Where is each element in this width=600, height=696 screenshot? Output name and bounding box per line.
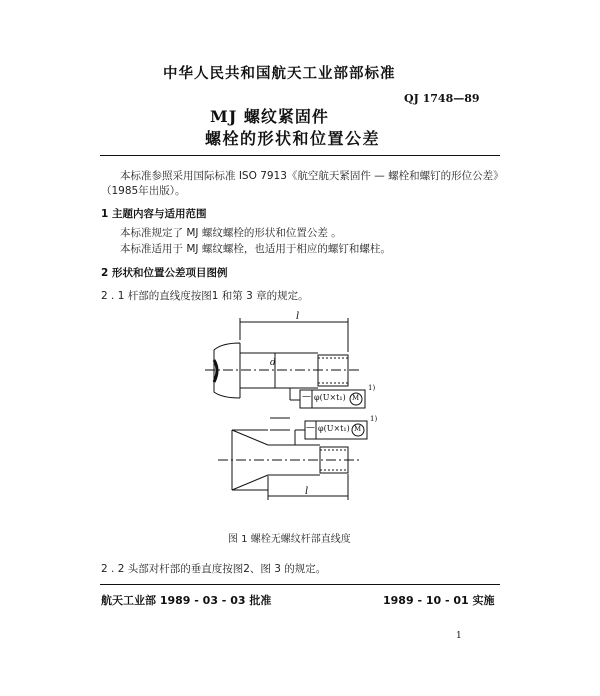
document-title-line1: MJ 螺纹紧固件 xyxy=(210,107,329,126)
ministry-title: 中华人民共和国航天工业部部标准 xyxy=(163,65,396,82)
dim-label-bottom: l xyxy=(305,486,309,497)
page-number: 1 xyxy=(456,631,462,641)
frame1-modifier: M xyxy=(352,394,360,402)
standard-code: QJ 1748—89 xyxy=(404,92,480,105)
frame1-symbol: — xyxy=(302,392,311,402)
frame2-value: φ(U×t₁) xyxy=(318,424,350,433)
frame2-modifier: M xyxy=(354,425,362,433)
section2-heading: 2 形状和位置公差项目图例 xyxy=(101,267,228,279)
section1-line1: 本标准规定了 MJ 螺纹螺栓的形状和位置公差 。 xyxy=(120,227,342,239)
note-mark-2: 1) xyxy=(370,415,378,423)
intro-line1: 本标准参照采用国际标准 ISO 7913《航空航天紧固件 — 螺栓和螺钉的形位公差》 xyxy=(120,170,504,182)
intro-line2: （1985年出版）。 xyxy=(101,185,186,197)
footer-rule xyxy=(100,584,500,585)
effective-date: 1989 - 10 - 01 实施 xyxy=(383,594,495,607)
item-2-1: 2 . 1 杆部的直线度按图1 和第 3 章的规定。 xyxy=(101,290,309,302)
approval-date: 航天工业部 1989 - 03 - 03 批准 xyxy=(101,594,272,607)
dim-label-top: l xyxy=(296,311,300,322)
note-mark-1: 1) xyxy=(368,384,376,392)
section1-line2: 本标准适用于 MJ 螺纹螺栓，也适用于相应的螺钉和螺柱。 xyxy=(120,243,391,255)
frame2-symbol: — xyxy=(306,423,315,433)
figure-caption: 图 1 螺栓无螺纹杆部直线度 xyxy=(228,534,351,545)
frame1-value: φ(U×t₁) xyxy=(314,393,346,402)
section1-heading: 1 主题内容与适用范围 xyxy=(101,208,207,220)
diameter-label: d xyxy=(270,358,276,368)
document-title-line2: 螺栓的形状和位置公差 xyxy=(205,129,381,148)
item-2-2: 2 . 2 头部对杆部的垂直度按图2、图 3 的规定。 xyxy=(101,563,327,575)
